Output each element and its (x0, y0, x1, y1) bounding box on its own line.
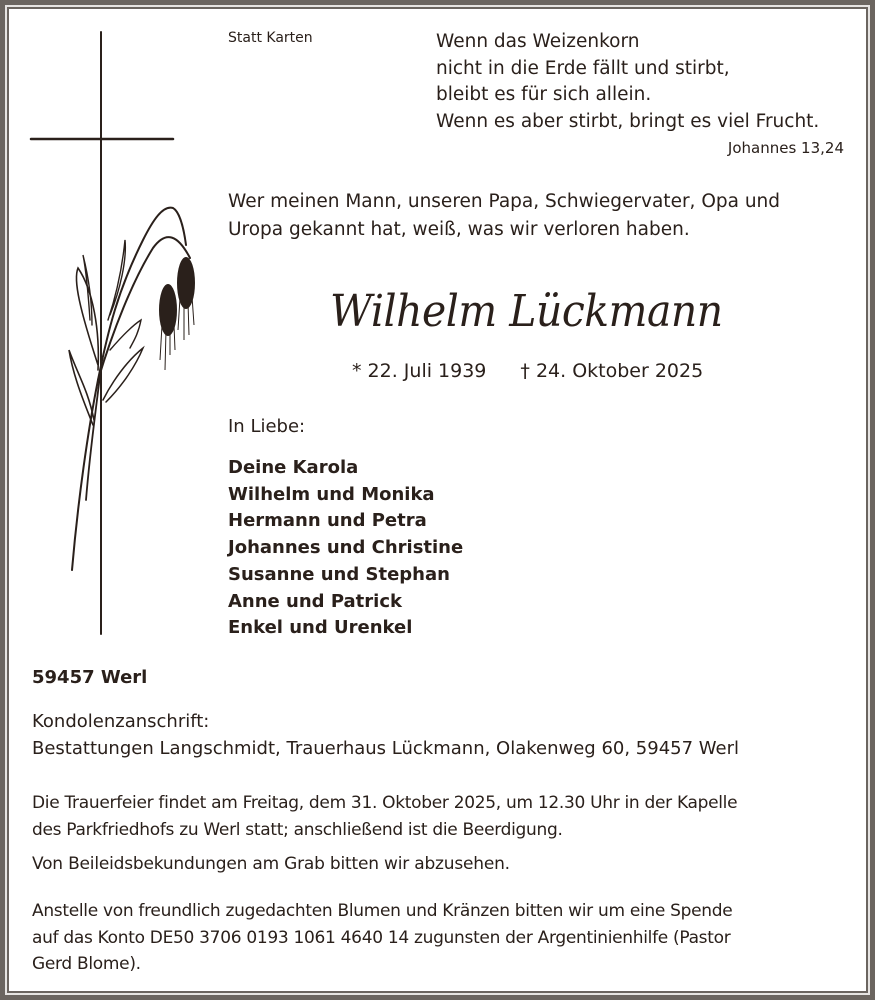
bible-verse (436, 29, 819, 135)
death-date: † 24. Oktober 2025 (520, 360, 704, 382)
verse-line: bleibt es für sich allein. (436, 84, 652, 105)
mourner-name: Wilhelm und Monika (228, 483, 435, 505)
verse-reference: Johannes 13,24 (727, 139, 844, 157)
grave-notice: Von Beileidsbekundungen am Grab bitten wir abzusehen. (32, 854, 510, 874)
donation-line: auf das Konto DE50 3706 0193 1061 4640 14 zugunsten der Argentinienhilfe (Pastor (32, 927, 731, 948)
life-dates (352, 360, 703, 382)
verse-line: Wenn es aber stirbt, bringt es viel Frucht. (436, 110, 820, 132)
mourner-name: Susanne und Stephan (228, 563, 450, 585)
funeral-line: des Parkfriedhofs zu Werl statt; anschließend ist die Beerdigung. (32, 819, 563, 840)
condolence-label: Kondolenzanschrift: (32, 711, 210, 732)
mourner-name: Anne und Patrick (228, 590, 402, 612)
donation-line: Gerd Blome). (32, 954, 141, 974)
intro-text (228, 188, 780, 244)
mourners-list (228, 455, 463, 642)
city-label: 59457 Werl (32, 667, 148, 688)
intro-line: Wer meinen Mann, unseren Papa, Schwiegervater, Opa und (228, 191, 781, 212)
funeral-line: Die Trauerfeier findet am Freitag, dem 31. Oktober 2025, um 12.30 Uhr in der Kapelle (32, 793, 738, 813)
cross-and-wheat-icon (28, 30, 208, 640)
deceased-name: Wilhelm Lückmann (330, 286, 723, 337)
birth-date: * 22. Juli 1939 (352, 360, 487, 382)
verse-line: Wenn das Weizenkorn (436, 31, 640, 52)
condolence-address-line: Bestattungen Langschmidt, Trauerhaus Lückmann, Olakenweg 60, 59457 Werl (32, 738, 740, 759)
donation-notice (32, 898, 732, 978)
mourner-name: Hermann und Petra (228, 510, 427, 532)
statt-karten-label: Statt Karten (228, 30, 313, 46)
funeral-notice (32, 790, 737, 843)
intro-line: Uropa gekannt hat, weiß, was wir verloren haben. (228, 219, 690, 240)
mourner-name: Deine Karola (228, 457, 359, 478)
mourner-name: Johannes und Christine (228, 537, 464, 559)
in-liebe-label: In Liebe: (228, 416, 306, 437)
mourner-name: Enkel und Urenkel (228, 617, 413, 639)
condolence-address (32, 708, 739, 762)
verse-line: nicht in die Erde fällt und stirbt, (436, 57, 730, 79)
donation-line: Anstelle von freundlich zugedachten Blumen und Kränzen bitten wir um eine Spende (32, 901, 733, 921)
